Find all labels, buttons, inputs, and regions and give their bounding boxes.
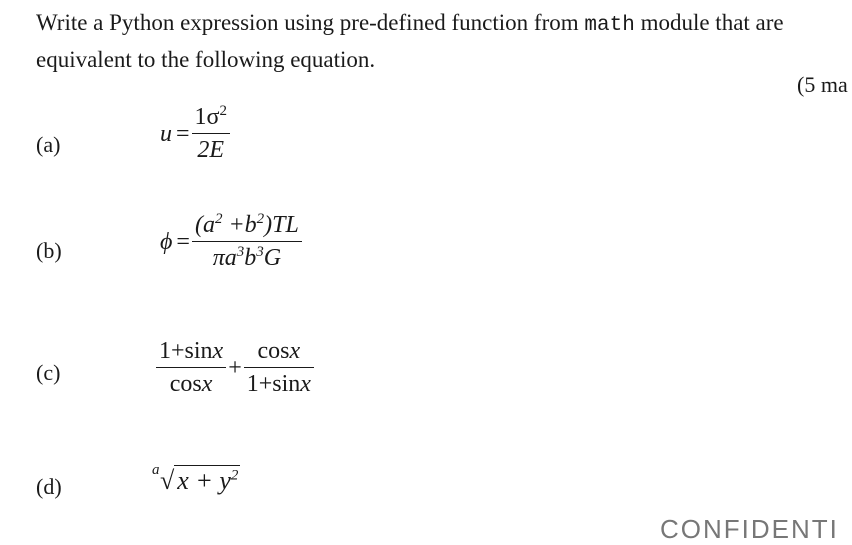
equation-b-fraction <box>192 212 302 272</box>
equation-a-lhs: u <box>160 120 172 147</box>
equation-d <box>152 462 240 496</box>
equation-c <box>156 338 314 398</box>
root-index: a <box>152 462 160 478</box>
equation-b-lhs: ϕ <box>160 228 173 255</box>
radical-sign: √ <box>160 466 175 495</box>
equation-b-numerator: $(a^2 +b^2)TL$ <box>192 212 302 242</box>
marks-label: (5 ma <box>797 72 848 97</box>
equation-a <box>158 104 230 164</box>
nth-root <box>152 462 240 496</box>
equation-c-fraction-2: $\frac{\cos x}{1+\sin x}$ <box>244 338 314 398</box>
equation-a-denominator: 2E <box>197 137 225 163</box>
part-c-label: (c) <box>36 360 61 385</box>
part-d-label: (d) <box>36 474 62 499</box>
equals-sign: = <box>176 228 190 255</box>
equation-b-denominator: $\pi a^3b^3G$ <box>212 244 282 271</box>
question-text-after: module that are equivalent to the following equation. <box>36 10 784 72</box>
equation-a-fraction <box>192 104 230 164</box>
footer-watermark: CONFIDENTI <box>660 514 839 544</box>
part-b-label: (b) <box>36 238 62 263</box>
question-text <box>36 6 846 77</box>
equation-b <box>158 212 302 272</box>
radicand: $x + y^2$ <box>174 465 240 495</box>
equation-c-fraction-1: $\frac{1+\sin x}{\cos x}$ <box>156 338 226 398</box>
equation-a-numerator: $1\sigma^2$ <box>192 104 230 134</box>
part-a-label: (a) <box>36 132 61 157</box>
module-name: math <box>584 14 635 37</box>
question-text-before: Write a Python expression using pre-defined function from <box>36 10 585 35</box>
equals-sign: = <box>176 120 190 147</box>
plus-sign: + <box>228 354 242 381</box>
